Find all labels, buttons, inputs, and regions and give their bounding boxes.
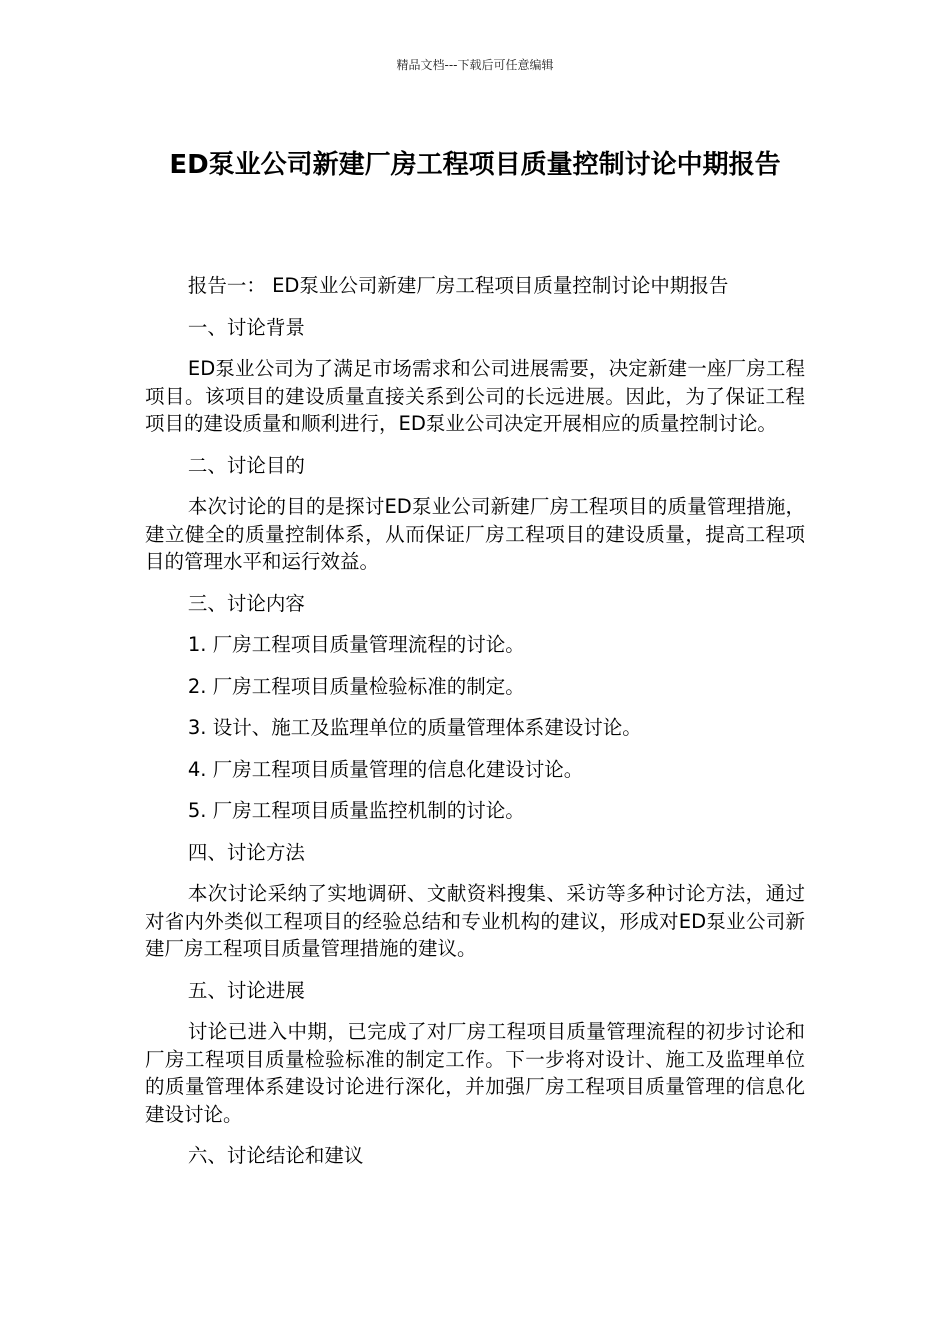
list-item: 4. 厂房工程项目质量管理的信息化建设讨论。 — [187, 757, 584, 781]
paragraph-purpose: 本次讨论的目的是探讨ED泵业公司新建厂房工程项目的质量管理措施，建立健全的质量控制体系，从而保证厂房工程项目的建设质量，提高工程项目的管理水平和运行效益。 — [145, 495, 805, 573]
paragraph-method: 本次讨论采纳了实地调研、文献资料搜集、采访等多种讨论方法，通过对省内外类似工程项目的经验总结和专业机构的建议，形成对ED泵业公司新建厂房工程项目质量管理措施的建议。 — [145, 882, 805, 960]
section-heading-progress: 五、讨论进展 — [187, 978, 305, 1002]
list-item: 1. 厂房工程项目质量管理流程的讨论。 — [187, 633, 525, 656]
list-item: 2. 厂房工程项目质量检验标准的制定。 — [187, 674, 525, 698]
section-heading-conclusion: 六、讨论结论和建议 — [187, 1144, 364, 1167]
section-heading-purpose: 二、讨论目的 — [187, 453, 305, 477]
document-title: ED泵业公司新建厂房工程项目质量控制讨论中期报告 — [169, 150, 781, 180]
section-heading-method: 四、讨论方法 — [187, 840, 305, 864]
section-heading-background: 一、讨论背景 — [187, 315, 305, 339]
paragraph-background: ED泵业公司为了满足市场需求和公司进展需要，决定新建一座厂房工程项目。该项目的建设质量直接关系到公司的长远进展。因此，为了保证工程项目的建设质量和顺利进行，ED泵业公司决定开展相应的质量控制讨论。 — [145, 357, 805, 435]
list-item: 3. 设计、施工及监理单位的质量管理体系建设讨论。 — [187, 716, 642, 739]
report-subtitle: 报告一： ED泵业公司新建厂房工程项目质量控制讨论中期报告 — [187, 274, 729, 297]
section-heading-content: 三、讨论内容 — [187, 591, 305, 615]
paragraph-progress: 讨论已进入中期，已完成了对厂房工程项目质量管理流程的初步讨论和厂房工程项目质量检验标准的制定工作。下一步将对设计、施工及监理单位的质量管理体系建设讨论进行深化，并加强厂房工程项目质量管理的信息化建设讨论。 — [145, 1020, 805, 1126]
header-note: 精品文档---下载后可任意编辑 — [396, 58, 554, 72]
document-body — [145, 272, 805, 1170]
list-item: 5. 厂房工程项目质量监控机制的讨论。 — [187, 799, 525, 822]
